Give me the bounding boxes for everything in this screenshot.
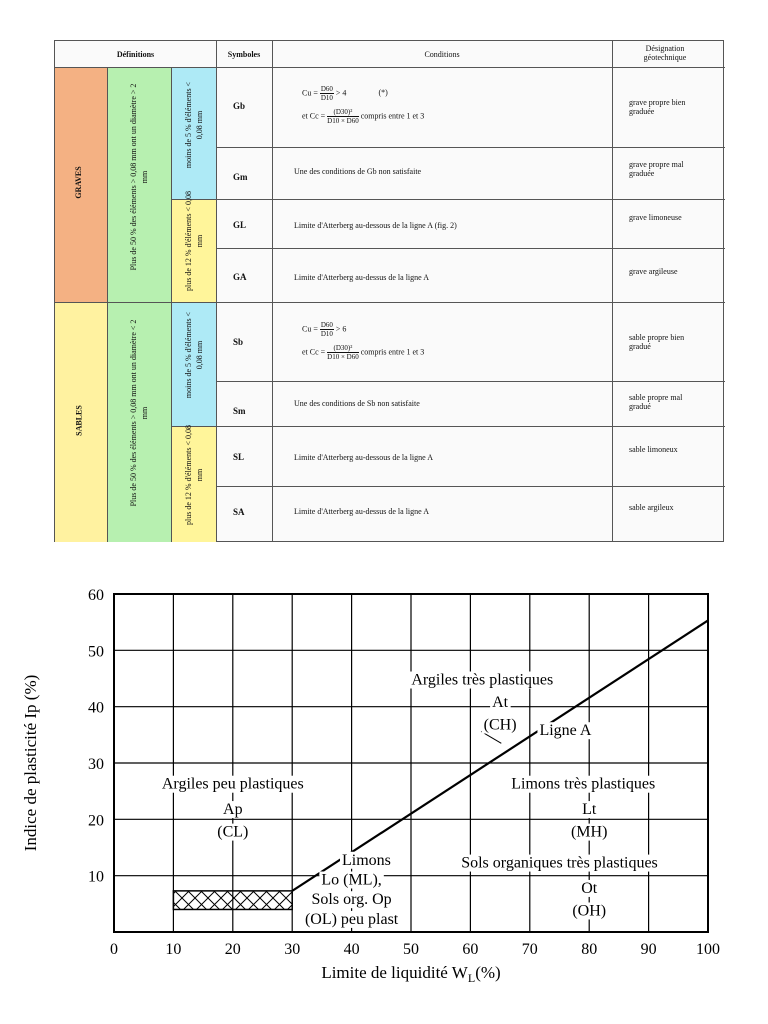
x-tick-label: 30 <box>284 941 301 958</box>
designation-gm: grave propre mal graduée <box>629 160 684 178</box>
graves-definition: Plus de 50 % des éléments > 0,08 mm ont un diamètre > 2 mm <box>129 83 149 271</box>
designation-ga: grave argileuse <box>629 267 678 276</box>
region-label: (MH) <box>570 823 608 841</box>
region-label: Limons très plastiques <box>511 775 656 793</box>
x-tick-label: 40 <box>343 941 360 958</box>
plasticity-chart <box>0 560 768 1024</box>
header-symbols: Symboles <box>227 50 261 59</box>
region-label: (OL) peu plast <box>304 910 399 928</box>
ligne-a-line <box>292 620 708 890</box>
region-label: Sols org. Op <box>311 891 392 909</box>
region-label: (OH) <box>572 902 607 920</box>
designation-sa: sable argileux <box>629 503 674 512</box>
symbol-gb: Gb <box>233 101 246 111</box>
cc-prefix: et Cc = <box>302 111 326 121</box>
x-tick-label: 10 <box>165 941 182 958</box>
sb-cu-fraction <box>320 321 334 338</box>
y-tick-label: 60 <box>88 587 104 604</box>
x-tick-label: 80 <box>581 941 598 958</box>
cu-num: D60 <box>320 85 333 93</box>
sb-cc-den: D10 × D60 <box>327 353 359 361</box>
condition-sm: Une des conditions de Sb non satisfaite <box>294 399 420 408</box>
sb-cc-cond: compris entre 1 et 3 <box>360 347 425 357</box>
y-tick-label: 50 <box>88 643 104 661</box>
region-label: Limons <box>342 851 391 869</box>
sb-cu-label: Cu = <box>302 324 318 334</box>
chart-grid <box>114 594 708 932</box>
cc-cond: compris entre 1 et 3 <box>360 111 425 121</box>
sb-cu-den: D10 <box>320 330 333 338</box>
region-label: Argiles très plastiques <box>411 671 554 689</box>
region-label: (CL) <box>217 823 249 841</box>
cu-fraction <box>320 85 334 102</box>
y-tick-label: 10 <box>88 868 104 886</box>
y-tick-label: 20 <box>88 812 104 830</box>
y-tick-label: 40 <box>88 699 104 717</box>
designation-gl: grave limoneuse <box>629 213 682 222</box>
chart-labels <box>21 587 720 985</box>
sb-cc-num: (D30)² <box>327 344 359 353</box>
condition-sa: Limite d'Atterberg au-dessus de la ligne A <box>294 507 430 516</box>
cu-den: D10 <box>320 94 333 102</box>
sables-sub2-label: plus de 12 % d'éléments < 0,08 mm <box>184 425 204 525</box>
graves-sub2-label: plus de 12 % d'éléments < 0,08 mm <box>184 191 204 291</box>
header-designation: Désignation géotechnique <box>643 44 687 62</box>
cc-fraction <box>327 108 359 125</box>
x-tick-label: 100 <box>696 941 720 958</box>
region-label: Lt <box>582 801 597 819</box>
designation-sl: sable limoneux <box>629 445 678 454</box>
symbol-sl: SL <box>233 452 245 462</box>
condition-sl: Limite d'Atterberg au-dessous de la ligne A <box>294 453 434 462</box>
symbol-sm: Sm <box>233 406 246 416</box>
x-axis-label: Limite de liquidité $W_L(\%)$ <box>321 963 501 985</box>
region-label: Ap <box>223 801 243 819</box>
condition-gm: Une des conditions de Gb non satisfaite <box>294 167 422 176</box>
symbol-gl: GL <box>233 220 247 230</box>
region-label: Ligne A <box>539 722 592 740</box>
note-marker: (*) <box>378 88 388 98</box>
condition-ga: Limite d'Atterberg au-dessus de la ligne A <box>294 273 430 282</box>
region-label: Ot <box>581 879 598 897</box>
cu-cond: > 4 <box>335 88 347 98</box>
y-tick-label: 30 <box>88 756 104 773</box>
condition-gl: Limite d'Atterberg au-dessous de la ligne A (fig. 2) <box>294 221 457 230</box>
region-label: At <box>492 694 509 712</box>
condition-gb <box>302 85 602 125</box>
graves-label: GRAVES <box>74 166 83 199</box>
x-tick-label: 0 <box>110 941 118 958</box>
graves-sub1-label: moins de 5 % d'éléments < 0,08 mm <box>184 81 204 169</box>
symbol-ga: GA <box>233 272 247 282</box>
cl-ml-hatched-band <box>173 891 292 910</box>
header-conditions: Conditions <box>424 50 460 59</box>
condition-sb <box>302 321 602 361</box>
sb-cc-prefix: et Cc = <box>302 347 326 357</box>
sb-cu-num: D60 <box>320 321 333 329</box>
sb-cu-cond: > 6 <box>335 324 347 334</box>
sb-cc-fraction <box>327 344 359 361</box>
symbol-sb: Sb <box>233 337 244 347</box>
region-label: Lo (ML), <box>321 871 382 889</box>
symbol-sa: SA <box>233 507 245 517</box>
region-label: Argiles peu plastiques <box>161 775 304 793</box>
cu-label: Cu = <box>302 88 318 98</box>
designation-sm: sable propre mal gradué <box>629 393 683 411</box>
region-label: Sols organiques très plastiques <box>461 854 658 872</box>
y-axis-label: Indice de plasticité Ip (%) <box>21 674 40 852</box>
designation-sb: sable propre bien gradué <box>629 333 685 351</box>
x-tick-label: 60 <box>462 941 479 958</box>
x-tick-label: 20 <box>224 941 241 958</box>
symbol-gm: Gm <box>233 172 248 182</box>
region-label: (CH) <box>483 716 517 734</box>
x-tick-label: 90 <box>640 941 657 958</box>
designation-gb: grave propre bien graduée <box>629 98 686 116</box>
cc-den: D10 × D60 <box>327 117 359 125</box>
header-definitions: Définitions <box>116 50 155 59</box>
sables-definition: Plus de 50 % des éléments > 0,08 mm ont un diamètre < 2 mm <box>129 319 149 507</box>
x-tick-label: 70 <box>521 941 538 958</box>
x-tick-label: 50 <box>403 941 419 958</box>
soil-classification-table <box>54 40 724 542</box>
sables-sub1-label: moins de 5 % d'éléments < 0,08 mm <box>184 311 204 399</box>
cc-num: (D30)² <box>327 108 359 117</box>
sables-label: SABLES <box>74 405 84 436</box>
